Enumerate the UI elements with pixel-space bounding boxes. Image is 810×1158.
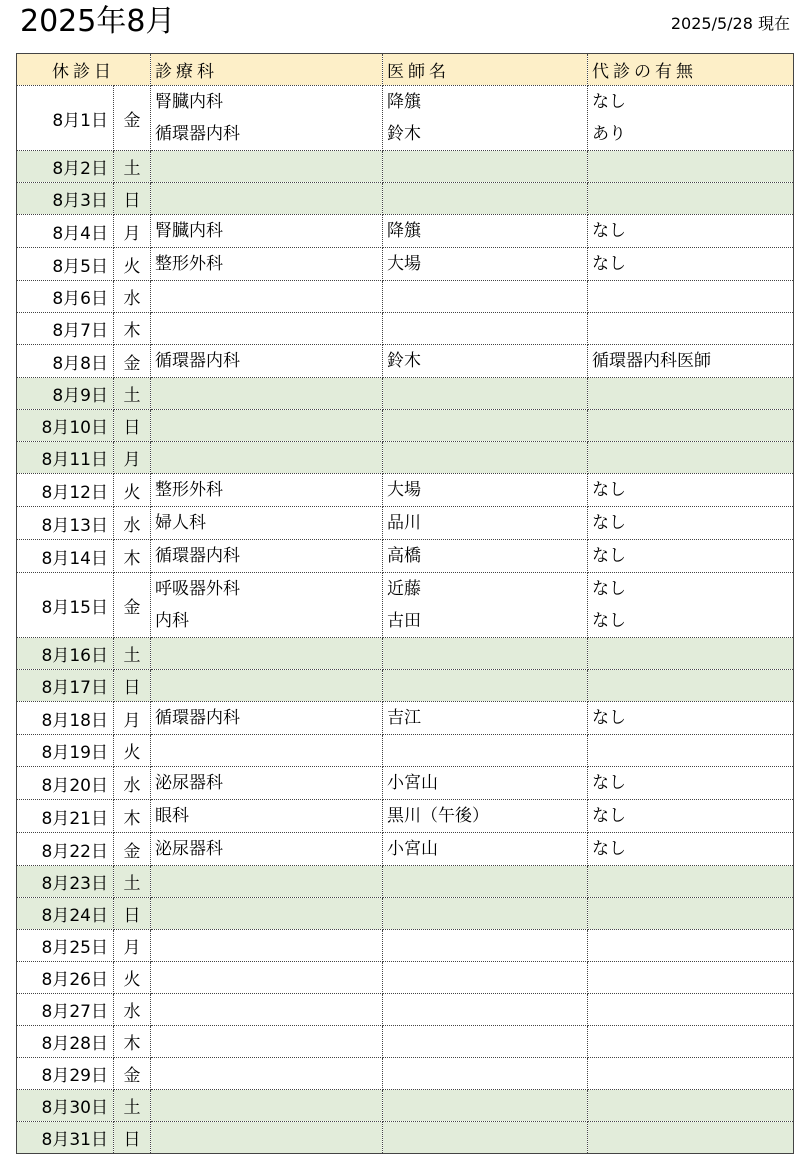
- substitute-line: なし: [592, 806, 626, 826]
- doctor-line: 降籏: [387, 92, 421, 112]
- doctor-cell: [383, 540, 588, 573]
- weekday-cell: 水: [114, 767, 151, 800]
- doctor-cell: [383, 702, 588, 735]
- doctor-cell: [383, 86, 588, 151]
- table-row: [17, 1090, 794, 1122]
- weekday-cell: 日: [114, 898, 151, 930]
- substitute-cell: [588, 962, 794, 994]
- table-row: [17, 670, 794, 702]
- table-row: [17, 313, 794, 345]
- department-cell: [151, 313, 383, 345]
- doctor-cell: [383, 930, 588, 962]
- department-cell: [151, 800, 383, 833]
- date-cell: 8月1日: [17, 86, 114, 151]
- doctor-cell: [383, 410, 588, 442]
- table-row: [17, 183, 794, 215]
- doctor-cell: [383, 833, 588, 866]
- department-line: 呼吸器外科: [155, 579, 240, 599]
- date-cell: 8月10日: [17, 410, 114, 442]
- doctor-line: 鈴木: [387, 351, 421, 371]
- table-row: [17, 898, 794, 930]
- department-line: 循環器内科: [155, 708, 240, 728]
- doctor-cell: [383, 962, 588, 994]
- department-line: 整形外科: [155, 254, 223, 274]
- date-cell: 8月22日: [17, 833, 114, 866]
- date-cell: 8月15日: [17, 573, 114, 638]
- weekday-cell: 金: [114, 86, 151, 151]
- department-cell: [151, 345, 383, 378]
- date-cell: 8月17日: [17, 670, 114, 702]
- weekday-cell: 金: [114, 345, 151, 378]
- doctor-line: 古田: [387, 611, 421, 631]
- doctor-cell: [383, 866, 588, 898]
- table-row: [17, 345, 794, 378]
- date-cell: 8月23日: [17, 866, 114, 898]
- department-cell: [151, 866, 383, 898]
- substitute-cell: [588, 767, 794, 800]
- table-row: [17, 86, 794, 151]
- doctor-cell: [383, 1058, 588, 1090]
- doctor-cell: [383, 898, 588, 930]
- department-cell: [151, 442, 383, 474]
- department-line: 循環器内科: [155, 546, 240, 566]
- substitute-cell: [588, 670, 794, 702]
- department-cell: [151, 1090, 383, 1122]
- substitute-cell: [588, 183, 794, 215]
- department-cell: [151, 573, 383, 638]
- weekday-cell: 火: [114, 735, 151, 767]
- department-cell: [151, 281, 383, 313]
- table-row: [17, 994, 794, 1026]
- department-line: 泌尿器科: [155, 839, 223, 859]
- department-line: 内科: [155, 611, 189, 631]
- doctor-cell: [383, 183, 588, 215]
- substitute-cell: [588, 442, 794, 474]
- header-closure-day: 休診日: [17, 54, 151, 86]
- weekday-cell: 土: [114, 638, 151, 670]
- weekday-cell: 木: [114, 800, 151, 833]
- table-row: [17, 1058, 794, 1090]
- substitute-cell: [588, 540, 794, 573]
- substitute-cell: [588, 702, 794, 735]
- doctor-cell: [383, 474, 588, 507]
- weekday-cell: 土: [114, 151, 151, 183]
- department-cell: [151, 1058, 383, 1090]
- date-cell: 8月8日: [17, 345, 114, 378]
- department-cell: [151, 1026, 383, 1058]
- header-department: 診療科: [151, 54, 383, 86]
- department-cell: [151, 930, 383, 962]
- substitute-cell: [588, 151, 794, 183]
- weekday-cell: 木: [114, 540, 151, 573]
- department-cell: [151, 670, 383, 702]
- doctor-cell: [383, 638, 588, 670]
- table-row: [17, 410, 794, 442]
- weekday-cell: 金: [114, 1058, 151, 1090]
- department-cell: [151, 410, 383, 442]
- department-cell: [151, 702, 383, 735]
- date-cell: 8月4日: [17, 215, 114, 248]
- substitute-cell: [588, 345, 794, 378]
- table-row: [17, 248, 794, 281]
- as-of-date: 2025/5/28 現在: [670, 14, 790, 33]
- closure-schedule-table: [16, 53, 794, 1154]
- weekday-cell: 日: [114, 183, 151, 215]
- date-cell: 8月20日: [17, 767, 114, 800]
- department-cell: [151, 767, 383, 800]
- substitute-cell: [588, 930, 794, 962]
- weekday-cell: 金: [114, 833, 151, 866]
- doctor-cell: [383, 378, 588, 410]
- date-cell: 8月24日: [17, 898, 114, 930]
- table-row: [17, 962, 794, 994]
- substitute-cell: [588, 378, 794, 410]
- department-cell: [151, 86, 383, 151]
- weekday-cell: 火: [114, 248, 151, 281]
- substitute-cell: [588, 638, 794, 670]
- doctor-line: 小宮山: [387, 773, 438, 793]
- department-line: 循環器内科: [155, 351, 240, 371]
- doctor-cell: [383, 1122, 588, 1154]
- weekday-cell: 火: [114, 474, 151, 507]
- substitute-line: なし: [592, 839, 626, 859]
- substitute-line: なし: [592, 254, 626, 274]
- table-row: [17, 833, 794, 866]
- table-row: [17, 930, 794, 962]
- doctor-line: 近藤: [387, 579, 421, 599]
- department-cell: [151, 962, 383, 994]
- table-row: [17, 866, 794, 898]
- date-cell: 8月21日: [17, 800, 114, 833]
- date-cell: 8月25日: [17, 930, 114, 962]
- table-row: [17, 1026, 794, 1058]
- header-doctor-name: 医師名: [383, 54, 588, 86]
- table-row: [17, 540, 794, 573]
- doctor-cell: [383, 281, 588, 313]
- doctor-line: 大場: [387, 254, 421, 274]
- department-line: 循環器内科: [155, 124, 240, 144]
- doctor-line: 吉江: [387, 708, 421, 728]
- substitute-line: なし: [592, 92, 626, 112]
- department-cell: [151, 540, 383, 573]
- doctor-cell: [383, 313, 588, 345]
- substitute-cell: [588, 313, 794, 345]
- substitute-cell: [588, 86, 794, 151]
- table-row: [17, 215, 794, 248]
- weekday-cell: 月: [114, 930, 151, 962]
- department-cell: [151, 507, 383, 540]
- weekday-cell: 火: [114, 962, 151, 994]
- doctor-line: 高橋: [387, 546, 421, 566]
- date-cell: 8月2日: [17, 151, 114, 183]
- weekday-cell: 日: [114, 410, 151, 442]
- department-line: 泌尿器科: [155, 773, 223, 793]
- date-cell: 8月29日: [17, 1058, 114, 1090]
- department-cell: [151, 151, 383, 183]
- doctor-cell: [383, 1090, 588, 1122]
- table-row: [17, 702, 794, 735]
- department-cell: [151, 1122, 383, 1154]
- substitute-cell: [588, 735, 794, 767]
- department-cell: [151, 378, 383, 410]
- date-cell: 8月7日: [17, 313, 114, 345]
- substitute-line: なし: [592, 546, 626, 566]
- table-row: [17, 378, 794, 410]
- department-cell: [151, 994, 383, 1026]
- department-cell: [151, 898, 383, 930]
- table-row: [17, 735, 794, 767]
- substitute-cell: [588, 248, 794, 281]
- doctor-cell: [383, 670, 588, 702]
- doctor-cell: [383, 151, 588, 183]
- table-row: [17, 800, 794, 833]
- table-row: [17, 638, 794, 670]
- substitute-cell: [588, 800, 794, 833]
- department-cell: [151, 248, 383, 281]
- substitute-cell: [588, 281, 794, 313]
- date-cell: 8月11日: [17, 442, 114, 474]
- page-title: 2025年8月: [20, 4, 176, 39]
- doctor-cell: [383, 1026, 588, 1058]
- table-row: [17, 151, 794, 183]
- substitute-line: なし: [592, 611, 626, 631]
- substitute-cell: [588, 573, 794, 638]
- doctor-cell: [383, 442, 588, 474]
- doctor-cell: [383, 215, 588, 248]
- substitute-line: 循環器内科医師: [592, 351, 711, 371]
- doctor-cell: [383, 573, 588, 638]
- weekday-cell: 水: [114, 281, 151, 313]
- weekday-cell: 木: [114, 1026, 151, 1058]
- weekday-cell: 月: [114, 442, 151, 474]
- weekday-cell: 土: [114, 866, 151, 898]
- substitute-line: なし: [592, 513, 626, 533]
- substitute-cell: [588, 474, 794, 507]
- substitute-cell: [588, 215, 794, 248]
- department-cell: [151, 638, 383, 670]
- date-cell: 8月30日: [17, 1090, 114, 1122]
- weekday-cell: 金: [114, 573, 151, 638]
- date-cell: 8月13日: [17, 507, 114, 540]
- substitute-line: なし: [592, 579, 626, 599]
- weekday-cell: 月: [114, 702, 151, 735]
- header-substitute: 代診の有無: [588, 54, 794, 86]
- substitute-cell: [588, 866, 794, 898]
- substitute-line: なし: [592, 708, 626, 728]
- doctor-cell: [383, 994, 588, 1026]
- table-row: [17, 573, 794, 638]
- substitute-cell: [588, 1090, 794, 1122]
- weekday-cell: 月: [114, 215, 151, 248]
- date-cell: 8月31日: [17, 1122, 114, 1154]
- substitute-line: なし: [592, 221, 626, 241]
- doctor-line: 品川: [387, 513, 421, 533]
- date-cell: 8月12日: [17, 474, 114, 507]
- doctor-cell: [383, 345, 588, 378]
- date-cell: 8月18日: [17, 702, 114, 735]
- table-row: [17, 767, 794, 800]
- weekday-cell: 木: [114, 313, 151, 345]
- department-line: 腎臓内科: [155, 92, 223, 112]
- department-line: 腎臓内科: [155, 221, 223, 241]
- date-cell: 8月28日: [17, 1026, 114, 1058]
- doctor-line: 鈴木: [387, 124, 421, 144]
- header-row: [17, 54, 794, 86]
- weekday-cell: 水: [114, 994, 151, 1026]
- date-cell: 8月27日: [17, 994, 114, 1026]
- department-cell: [151, 215, 383, 248]
- department-cell: [151, 474, 383, 507]
- substitute-cell: [588, 833, 794, 866]
- doctor-cell: [383, 767, 588, 800]
- substitute-line: なし: [592, 480, 626, 500]
- doctor-line: 小宮山: [387, 839, 438, 859]
- table-row: [17, 281, 794, 313]
- substitute-cell: [588, 994, 794, 1026]
- date-cell: 8月5日: [17, 248, 114, 281]
- table-row: [17, 442, 794, 474]
- department-line: 婦人科: [155, 513, 206, 533]
- substitute-cell: [588, 898, 794, 930]
- weekday-cell: 土: [114, 378, 151, 410]
- table-row: [17, 474, 794, 507]
- doctor-line: 降籏: [387, 221, 421, 241]
- substitute-cell: [588, 1026, 794, 1058]
- department-cell: [151, 833, 383, 866]
- date-cell: 8月16日: [17, 638, 114, 670]
- substitute-line: なし: [592, 773, 626, 793]
- substitute-cell: [588, 507, 794, 540]
- date-cell: 8月3日: [17, 183, 114, 215]
- doctor-line: 大場: [387, 480, 421, 500]
- doctor-cell: [383, 248, 588, 281]
- substitute-line: あり: [592, 124, 626, 144]
- weekday-cell: 日: [114, 1122, 151, 1154]
- department-line: 整形外科: [155, 480, 223, 500]
- department-cell: [151, 735, 383, 767]
- substitute-cell: [588, 1058, 794, 1090]
- table-row: [17, 1122, 794, 1154]
- department-cell: [151, 183, 383, 215]
- substitute-cell: [588, 410, 794, 442]
- table-row: [17, 507, 794, 540]
- date-cell: 8月19日: [17, 735, 114, 767]
- doctor-cell: [383, 507, 588, 540]
- schedule-body: [17, 86, 794, 1154]
- department-line: 眼科: [155, 806, 189, 826]
- doctor-cell: [383, 800, 588, 833]
- date-cell: 8月14日: [17, 540, 114, 573]
- date-cell: 8月26日: [17, 962, 114, 994]
- doctor-line: 黒川（午後）: [387, 806, 489, 826]
- date-cell: 8月9日: [17, 378, 114, 410]
- weekday-cell: 土: [114, 1090, 151, 1122]
- doctor-cell: [383, 735, 588, 767]
- weekday-cell: 日: [114, 670, 151, 702]
- weekday-cell: 水: [114, 507, 151, 540]
- date-cell: 8月6日: [17, 281, 114, 313]
- substitute-cell: [588, 1122, 794, 1154]
